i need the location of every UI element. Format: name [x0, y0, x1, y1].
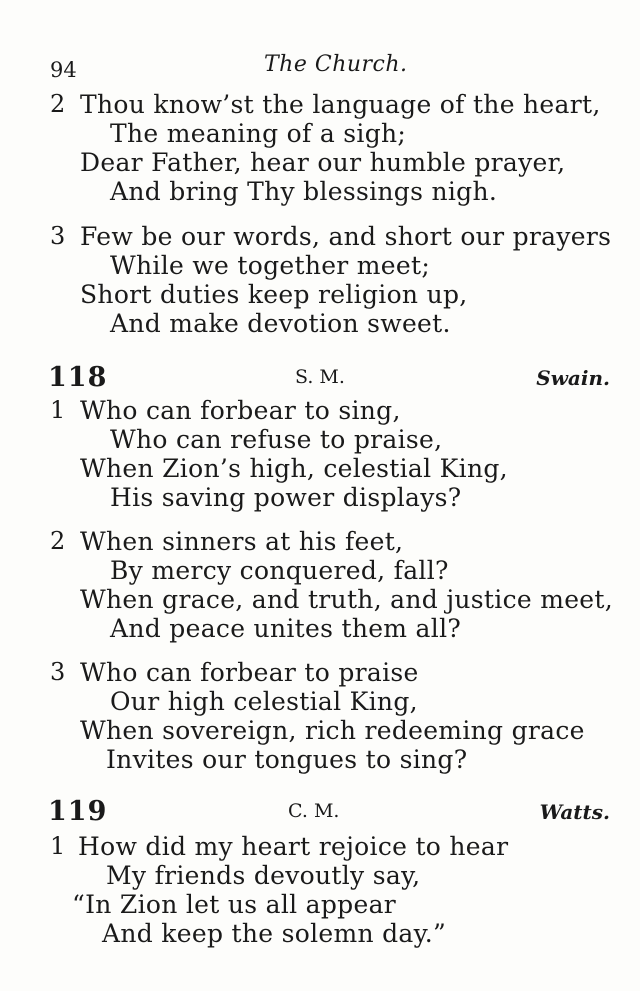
- verse-line: Who can forbear to sing,: [80, 396, 401, 425]
- verse-line: Few be our words, and short our prayers: [80, 222, 612, 251]
- verse-number: 1: [50, 396, 66, 424]
- verse-line: When sovereign, rich redeeming grace: [80, 716, 585, 745]
- hymn-118-heading: [0, 362, 640, 394]
- verse-line: When grace, and truth, and justice meet,: [80, 585, 613, 614]
- verse-line: Our high celestial King,: [110, 687, 418, 716]
- verse-line: By mercy conquered, fall?: [110, 556, 449, 585]
- verse-line: And bring Thy blessings nigh.: [110, 177, 498, 206]
- verse-line: My friends devoutly say,: [106, 861, 421, 890]
- verse-line: When sinners at his feet,: [80, 527, 404, 556]
- hymn-meter: S. M.: [295, 366, 345, 388]
- hymn-119-heading: [0, 796, 640, 828]
- page-number: 94: [50, 58, 77, 82]
- verse-line: “In Zion let us all appear: [72, 890, 397, 919]
- hymn-number: 119: [48, 796, 108, 827]
- verse-number: 2: [50, 90, 66, 118]
- verse-line: And keep the solemn day.”: [102, 919, 447, 948]
- verse-number: 1: [50, 832, 66, 860]
- verse-line: Short duties keep religion up,: [80, 280, 468, 309]
- verse-line: The meaning of a sigh;: [110, 119, 407, 148]
- verse-number: 2: [50, 527, 66, 555]
- verse-number: 3: [50, 222, 66, 250]
- hymn-composer: Watts.: [539, 800, 610, 824]
- verse-line: Thou know’st the language of the heart,: [80, 90, 601, 119]
- verse-line: Who can forbear to praise: [80, 658, 419, 687]
- running-title: The Church.: [264, 52, 408, 77]
- verse-line: His saving power displays?: [110, 483, 462, 512]
- verse-line: When Zion’s high, celestial King,: [80, 454, 508, 483]
- verse-line: How did my heart rejoice to hear: [78, 832, 509, 861]
- verse-line: And make devotion sweet.: [110, 309, 451, 338]
- verse-line: Dear Father, hear our humble prayer,: [80, 148, 566, 177]
- verse-number: 3: [50, 658, 66, 686]
- hymn-number: 118: [48, 362, 108, 393]
- hymn-meter: C. M.: [288, 800, 340, 822]
- verse-line: Who can refuse to praise,: [110, 425, 443, 454]
- verse-line: While we together meet;: [110, 251, 431, 280]
- hymn-composer: Swain.: [536, 366, 610, 390]
- verse-line: And peace unites them all?: [110, 614, 462, 643]
- verse-line: Invites our tongues to sing?: [106, 745, 468, 774]
- page-header: [0, 52, 640, 82]
